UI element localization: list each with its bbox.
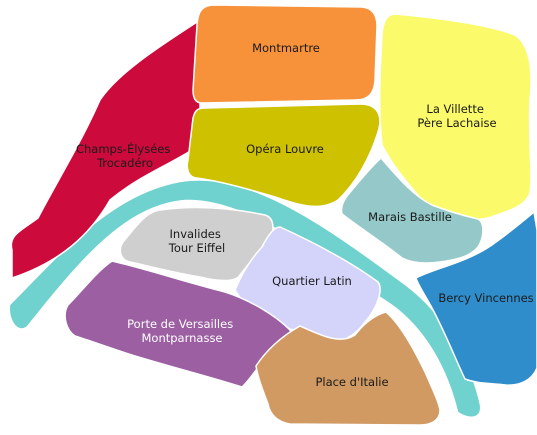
label-place-d-italie: Place d'Italie [315, 375, 389, 389]
label-opera-louvre: Opéra Louvre [246, 142, 324, 156]
label-champs-elysees: Champs-Élysées Trocadéro [75, 142, 171, 170]
district-montmartre[interactable] [193, 5, 377, 103]
label-quartier-latin: Quartier Latin [272, 274, 352, 288]
label-la-villette: La Villette Père Lachaise [417, 102, 497, 130]
label-invalides: Invalides Tour Eiffel [168, 227, 226, 255]
label-bercy: Bercy Vincennes [438, 291, 534, 305]
label-montmartre: Montmartre [252, 41, 320, 55]
label-marais-bastille: Marais Bastille [368, 210, 452, 224]
label-porte-de-versailles: Porte de Versailles Montparnasse [127, 317, 234, 345]
